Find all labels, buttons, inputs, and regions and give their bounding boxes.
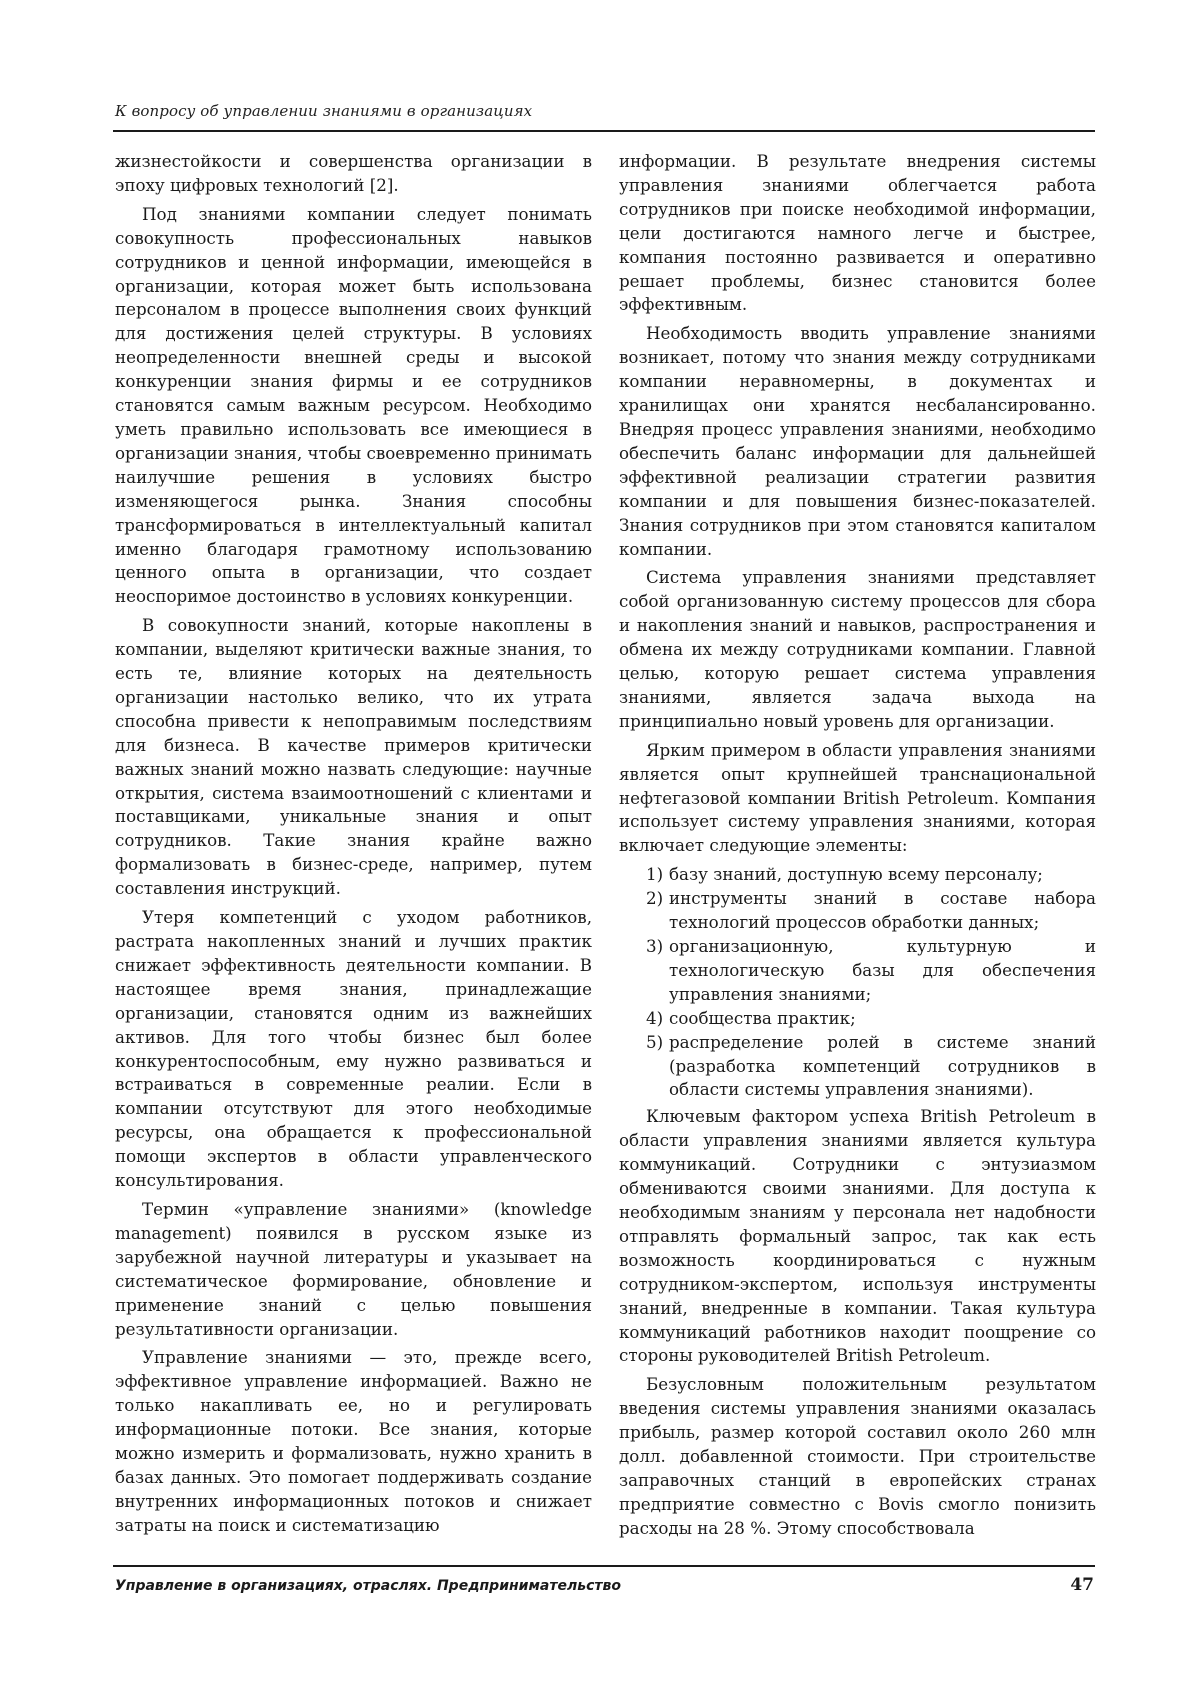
list-item <box>619 1031 1096 1103</box>
list-item-number: 1) <box>646 864 664 885</box>
list-item-text: инструменты знаний в составе набора технологий процессов обработки данных; <box>669 888 1096 933</box>
list-item-text: базу знаний, доступную всему персоналу; <box>669 864 1043 885</box>
list-item <box>619 887 1096 935</box>
footer-journal-title: Управление в организациях, отраслях. Предпринимательство <box>115 1578 621 1594</box>
header-rule <box>113 130 1095 132</box>
list-item-number: 2) <box>646 888 664 909</box>
list-item <box>619 1007 1096 1031</box>
paragraph: Ярким примером в области управления знаниями является опыт крупнейшей транснациональной нефтегазовой компании British Petroleum. Компания использует систему управления знаниями, которая включает следующие элементы: <box>619 739 1096 856</box>
paragraph: Необходимость вводить управление знаниями возникает, потому что знания между сотрудниками компании неравномерны, в документах и хранилищах они хранятся несбалансированно. Внедряя процесс управления знаниями, необходимо обеспечить баланс информации для дальнейшей эффективной реализации стратегии развития компании и для повышения бизнес-показателей. Знания сотрудников при этом становятся капиталом компании. <box>619 323 1096 559</box>
paragraph: Под знаниями компании следует понимать совокупность профессиональных навыков сотрудников и ценной информации, имеющейся в организации, которая может быть использована персоналом в процессе выполнения своих функций для достижения целей структуры. В условиях неопределенности внешней среды и высокой конкуренции знания фирмы и ее сотрудников становятся самым важным ресурсом. Необходимо уметь правильно использовать все имеющиеся в организации знания, чтобы своевременно принимать наилучшие решения в условиях быстро изменяющегося рынка. Знания способны трансформироваться в интеллектуальный капитал именно благодаря грамотному использованию ценного опыта в организации, что создает неоспоримое достоинство в условиях конкуренции. <box>115 203 592 607</box>
list-item-text: организационную, культурную и технологическую базы для обеспечения управления знаниями; <box>669 936 1096 1004</box>
page-number: 47 <box>1070 1575 1094 1595</box>
paragraph: Ключевым фактором успеха British Petroleum в области управления знаниями является культура коммуникаций. Сотрудники с энтузиазмом обмениваются своими знаниями. Для доступа к необходимым знаниям у персонала нет надобности отправлять формальный запрос, так как есть возможность координироваться с нужным сотрудником-экспертом, используя инструменты знаний, внедренные в компании. Такая культура коммуникаций работников находит поощрение со стороны руководителей British Petroleum. <box>619 1106 1096 1366</box>
paragraph: Термин «управление знаниями» (knowledge management) появился в русском языке из зарубежной научной литературы и указывает на систематическое формирование, обновление и применение знаний с целью повышения результативности организации. <box>115 1198 592 1339</box>
paragraph: информации. В результате внедрения системы управления знаниями облегчается работа сотрудников при поиске необходимой информации, цели достигаются намного легче и быстрее, компания постоянно развивается и оперативно решает проблемы, бизнес становится более эффективным. <box>619 151 1096 315</box>
paragraph: Система управления знаниями представляет собой организованную систему процессов для сбора и накопления знаний и навыков, распространения и обмена их между сотрудниками компании. Главной целью, которую решает система управления знаниями, является задача выхода на принципиально новый уровень для организации. <box>619 567 1096 731</box>
list-item <box>619 863 1096 887</box>
list-item-text: сообщества практик; <box>669 1007 856 1028</box>
paragraph: Безусловным положительным результатом введения системы управления знаниями оказалась прибыль, размер которой составил около 260 млн долл. добавленной стоимости. При строительстве заправочных станций в европейских странах предприятие совместно с Bovis смогло понизить расходы на 28 %. Этому способствовала <box>619 1374 1096 1538</box>
list-item-number: 4) <box>646 1007 664 1028</box>
running-title: К вопросу об управлении знаниями в организациях <box>115 102 533 120</box>
footer-rule <box>113 1565 1095 1567</box>
paragraph: Управление знаниями — это, прежде всего, эффективное управление информацией. Важно не только накапливать ее, но и регулировать информационные потоки. Все знания, которые можно измерить и формализовать, нужно хранить в базах данных. Это помогает поддерживать создание внутренних информационных потоков и снижает затраты на поиск и систематизацию <box>115 1347 592 1535</box>
right-column <box>619 150 1096 1546</box>
left-column <box>115 150 592 1543</box>
list-item <box>619 935 1096 1007</box>
paragraph: Утеря компетенций с уходом работников, растрата накопленных знаний и лучших практик снижает эффективность деятельности компании. В настоящее время знания, принадлежащие организации, становятся одним из важнейших активов. Для того чтобы бизнес был более конкурентоспособным, ему нужно развиваться и встраиваться в современные реалии. Если в компании отсутствуют для этого необходимые ресурсы, она обращается к профессиональной помощи экспертов в области управленческого консультирования. <box>115 907 592 1191</box>
list-item-text: распределение ролей в системе знаний (разработка компетенций сотрудников в области системы управления знаниями). <box>669 1031 1096 1100</box>
paragraph: В совокупности знаний, которые накоплены в компании, выделяют критически важные знания, то есть те, влияние которых на деятельность организации настолько велико, что их утрата способна привести к непоправимым последствиям для бизнеса. В качестве примеров критически важных знаний можно назвать следующие: научные открытия, система взаимоотношений с клиентами и поставщиками, уникальные знания и опыт сотрудников. Такие знания крайне важно формализовать в бизнес-среде, например, путем составления инструкций. <box>115 615 592 899</box>
list-item-number: 3) <box>646 936 664 956</box>
bp-elements-list <box>619 863 1096 1102</box>
paragraph: жизнестойкости и совершенства организации в эпоху цифровых технологий [2]. <box>115 151 592 195</box>
list-item-number: 5) <box>646 1031 664 1052</box>
